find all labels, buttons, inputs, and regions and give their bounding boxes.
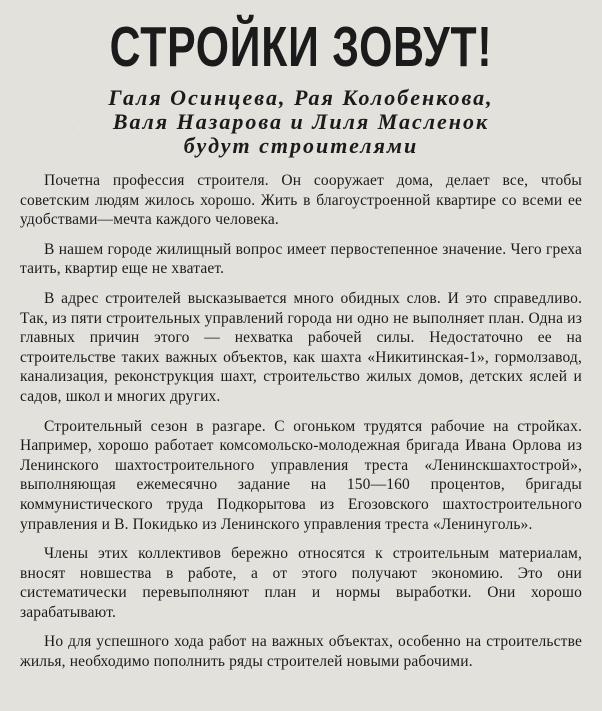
article-body <box>20 171 582 672</box>
subheadline-line: Валя Назарова и Лиля Масленок <box>112 109 490 134</box>
article-paragraph: В адрес строителей высказывается много обидных слов. И это справедливо. Так, из пяти строительных управлений города ни одно не выполняет план. Одна из главных причин этого — нехватка рабочей силы. Недостаточно ее на строительстве таких важных объектов, как шахта «Никитинская-1», гормолзавод, канализация, реконструкция шахт, строительство жилых домов, детских яслей и садов, школ и многих других. <box>20 289 582 405</box>
article-paragraph: Почетна профессия строителя. Он сооружает дома, делает все, чтобы советским людям жилось хорошо. Жить в благоустроенной квартире со всеми ее удобствами—мечта каждого человека. <box>20 172 582 229</box>
article-paragraph: В нашем городе жилищный вопрос имеет первостепенное значение. Чего греха таить, квартир еще не хватает. <box>20 240 582 278</box>
article-paragraph: Но для успешного хода работ на важных объектах, особенно на строительстве жилья, необходимо пополнить ряды строителей новыми рабочими. <box>20 633 582 671</box>
headline: СТРОЙКИ ЗОВУТ! <box>109 15 493 79</box>
subheadline-line: будут строителями <box>183 133 419 158</box>
subheadline-line: Галя Осинцева, Рая Колобенкова, <box>108 85 494 110</box>
article-paragraph: Строительный сезон в разгаре. С огоньком трудятся рабочие на стройках. Например, хорошо работает комсомольско-молодежная бригада Ивана Орлова из Ленинского шахтостроительного управления треста «Ленинскшахтострой», выполняющая ежемесячно задание на 150—160 процентов, бригады коммунистического труда Подкорытова из Егозовского шахтостроительного управления и В. Покидько из Ленинского управления треста «Ленинуголь». <box>20 417 582 533</box>
article-paragraph: Члены этих коллективов бережно относятся к строительным материалам, вносят новшества в работе, а от этого получают экономию. Это они систематически перевыполняют план и нормы выработки. Они хорошо зарабатывают. <box>20 545 582 621</box>
subheadline <box>20 86 582 158</box>
